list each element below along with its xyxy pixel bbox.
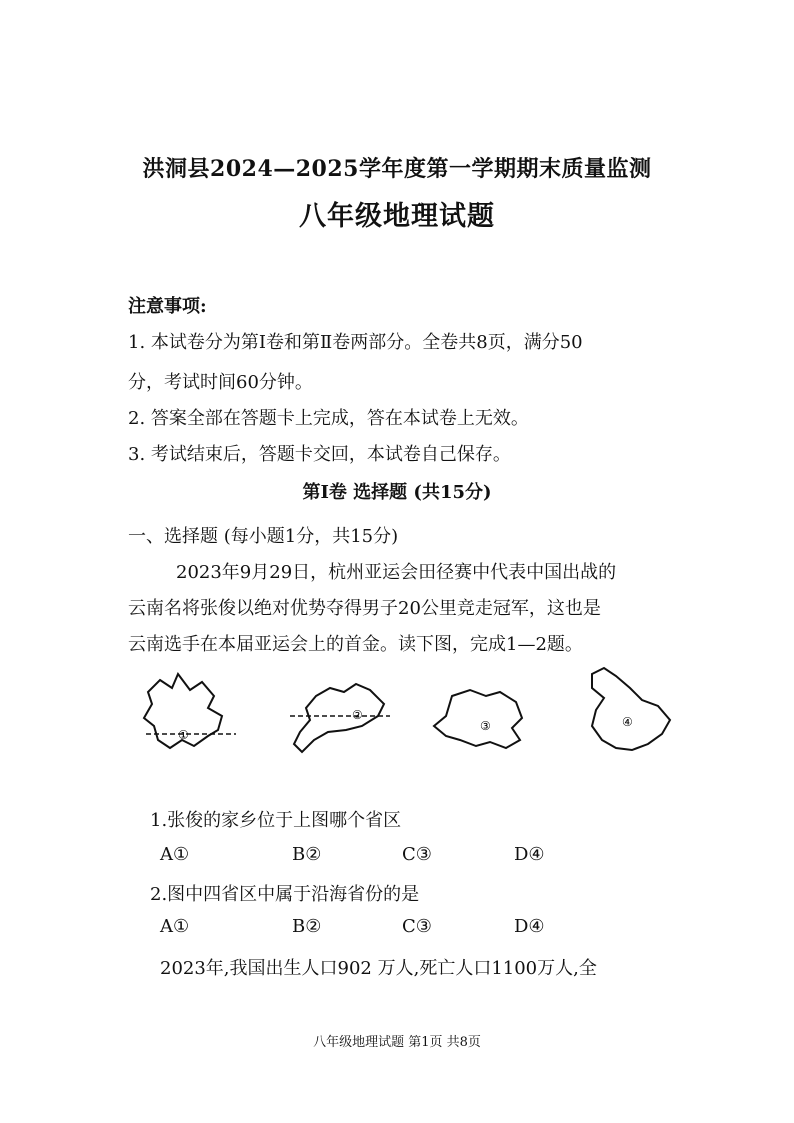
section-title: 第Ⅰ卷 选择题 (共15分) [302,482,492,503]
province-maps [130,660,690,770]
map-label: ③ [480,719,491,733]
option-a: A① [160,916,190,937]
part-heading: 一、选择题 (每小题1分，共15分) [128,526,399,547]
passage-line: 云南选手在本届亚运会上的首金。读下图，完成1—2题。 [128,634,583,655]
map-label: ④ [622,715,633,729]
option-d: D④ [514,916,545,937]
notice-line: 2. 答案全部在答题卡上完成，答在本试卷上无效。 [128,408,529,429]
map-yunnan [144,674,236,748]
map-label: ① [178,728,189,742]
passage-line: 云南名将张俊以绝对优势夺得男子20公里竞走冠军，这也是 [128,598,601,619]
question-stem: 2.图中四省区中属于沿海省份的是 [150,884,420,905]
question-stem: 1.张俊的家乡位于上图哪个省区 [150,810,402,831]
option-b: B② [292,916,322,937]
notice-line: 分，考试时间60分钟。 [128,372,313,393]
map-outline [294,684,384,752]
map-guangdong [290,684,390,752]
notice-line: 3. 考试结束后，答题卡交回，本试卷自己保存。 [128,444,511,465]
notice-heading: 注意事项: [128,296,207,317]
notice-line: 1. 本试卷分为第Ⅰ卷和第Ⅱ卷两部分。全卷共8页，满分50 [128,332,583,353]
option-c: C③ [402,844,432,865]
map-outline [592,668,670,750]
page-footer: 八年级地理试题 第1页 共8页 [313,1035,481,1050]
passage-line: 2023年9月29日，杭州亚运会田径赛中代表中国出战的 [176,562,617,583]
option-c: C③ [402,916,432,937]
map-label: ② [352,708,363,722]
map-province-3 [434,690,522,748]
option-a: A① [160,844,190,865]
exam-title: 洪洞县2024—2025学年度第一学期期末质量监测 [142,156,652,182]
next-passage-line: 2023年,我国出生人口902 万人,死亡人口1100万人,全 [160,958,597,979]
option-b: B② [292,844,322,865]
map-outline [434,690,522,748]
exam-subtitle: 八年级地理试题 [299,201,495,232]
map-heilongjiang [592,668,670,750]
province-maps-svg [130,660,690,770]
option-d: D④ [514,844,545,865]
